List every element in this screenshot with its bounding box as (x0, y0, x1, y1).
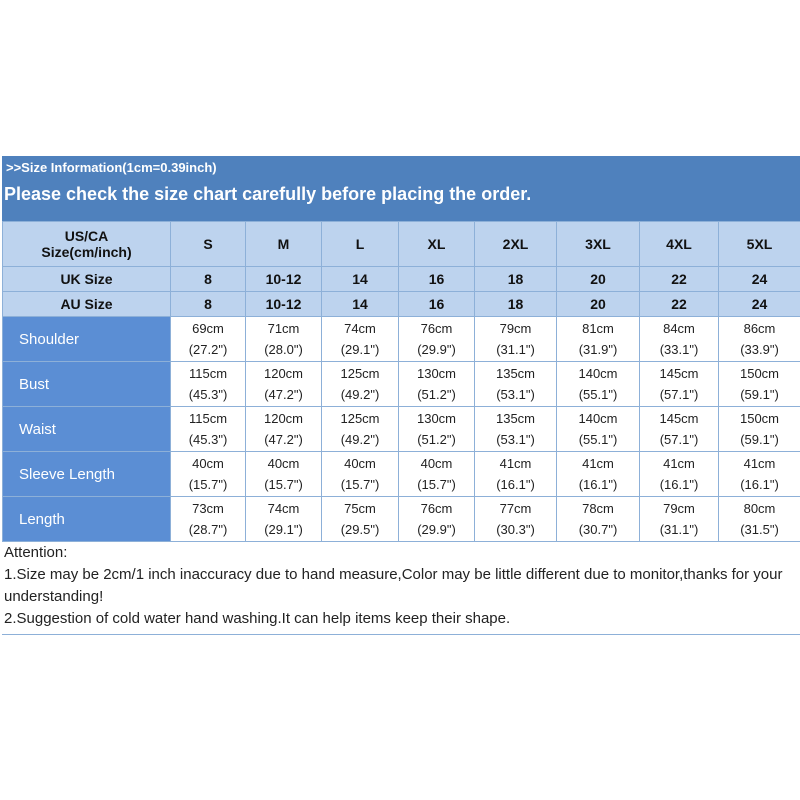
au-size-cell: 14 (322, 292, 399, 317)
inch-value: (49.2") (340, 432, 380, 447)
size-header-cell: 5XL (719, 222, 800, 267)
cm-value: 115cm (188, 411, 228, 426)
inch-value: (31.9") (578, 342, 618, 357)
measurement-row (3, 497, 800, 542)
measurement-cell (640, 497, 719, 542)
cm-value: 79cm (663, 501, 695, 516)
attention-title: Attention: (4, 544, 68, 561)
measurement-row (3, 452, 800, 497)
size-info-title: >>Size Information(1cm=0.39inch) (6, 160, 217, 175)
inch-value: (28.0") (264, 342, 303, 357)
uk-size-cell: 20 (557, 267, 640, 292)
inch-value: (33.1") (659, 342, 699, 357)
inch-value: (59.1") (740, 432, 779, 447)
us-size-row (3, 222, 800, 267)
inch-value: (30.3") (496, 522, 535, 537)
inch-value: (29.1") (264, 522, 303, 537)
size-header-cell: 4XL (640, 222, 719, 267)
au-size-cell: 22 (640, 292, 719, 317)
size-notice: Please check the size chart carefully before placing the order. (4, 184, 532, 204)
uk-size-cell: 16 (399, 267, 475, 292)
measurement-row (3, 362, 800, 407)
measurement-cell (475, 317, 557, 362)
inch-value: (29.9") (417, 342, 456, 357)
cm-value: 135cm (495, 411, 536, 426)
cm-value: 120cm (263, 411, 304, 426)
cm-value: 78cm (582, 501, 614, 516)
cm-value: 140cm (578, 366, 618, 381)
inch-value: (31.5") (740, 522, 779, 537)
attention-note-1: 1.Size may be 2cm/1 inch inaccuracy due to hand measure,Color may be little different due to monitor,thanks for your understanding! (4, 566, 783, 605)
uk-size-row (3, 267, 800, 292)
uk-size-cell: 14 (322, 267, 399, 292)
measurement-label: Length (3, 497, 171, 542)
inch-value: (49.2") (340, 387, 380, 402)
inch-value: (57.1") (659, 432, 699, 447)
inch-value: (16.1") (740, 477, 779, 492)
size-header-cell: 3XL (557, 222, 640, 267)
cm-value: 73cm (192, 501, 224, 516)
cm-value: 145cm (659, 411, 699, 426)
uk-size-cell: 10-12 (246, 267, 322, 292)
size-header-cell: S (171, 222, 246, 267)
cm-value: 150cm (739, 411, 780, 426)
measurement-cell (246, 362, 322, 407)
uk-size-label: UK Size (3, 267, 171, 292)
au-size-cell: 24 (719, 292, 800, 317)
measurement-cell (171, 407, 246, 452)
uk-size-cell: 24 (719, 267, 800, 292)
measurement-cell (246, 452, 322, 497)
inch-value: (28.7") (188, 522, 228, 537)
cm-value: 40cm (420, 456, 453, 471)
size-header-cell: M (246, 222, 322, 267)
cm-value: 69cm (192, 321, 224, 336)
measurement-cell (322, 407, 399, 452)
measurement-cell (399, 452, 475, 497)
cm-value: 79cm (499, 321, 532, 336)
cm-value: 41cm (582, 456, 614, 471)
inch-value: (15.7") (188, 477, 228, 492)
measurement-cell (557, 317, 640, 362)
inch-value: (47.2") (264, 432, 303, 447)
measurement-cell (322, 317, 399, 362)
measurement-cell (640, 362, 719, 407)
au-size-cell: 18 (475, 292, 557, 317)
measurement-cell (171, 452, 246, 497)
measurement-cell (640, 317, 719, 362)
size-chart (2, 156, 800, 635)
measurement-cell (719, 407, 800, 452)
inch-value: (29.1") (340, 342, 380, 357)
measurement-cell (399, 497, 475, 542)
measurement-cell (557, 407, 640, 452)
measurement-cell (399, 317, 475, 362)
cm-value: 80cm (743, 501, 776, 516)
cm-value: 86cm (743, 321, 776, 336)
cm-value: 75cm (344, 501, 376, 516)
inch-value: (31.1") (496, 342, 535, 357)
au-size-cell: 10-12 (246, 292, 322, 317)
measurement-cell (399, 407, 475, 452)
measurement-cell (475, 497, 557, 542)
cm-value: 41cm (663, 456, 695, 471)
inch-value: (16.1") (659, 477, 699, 492)
au-size-cell: 16 (399, 292, 475, 317)
cm-value: 84cm (663, 321, 695, 336)
measurement-cell (557, 452, 640, 497)
inch-value: (45.3") (188, 432, 228, 447)
cm-value: 40cm (192, 456, 224, 471)
cm-value: 125cm (340, 366, 380, 381)
size-header-cell: L (322, 222, 399, 267)
measurement-row (3, 317, 800, 362)
cm-value: 41cm (743, 456, 776, 471)
cm-value: 140cm (578, 411, 618, 426)
cm-value: 40cm (344, 456, 376, 471)
measurement-cell (246, 497, 322, 542)
cm-value: 135cm (495, 366, 536, 381)
size-info-banner (2, 156, 800, 221)
inch-value: (51.2") (417, 387, 456, 402)
au-size-label: AU Size (3, 292, 171, 317)
inch-value: (29.9") (417, 522, 456, 537)
cm-value: 41cm (499, 456, 532, 471)
inch-value: (15.7") (417, 477, 456, 492)
attention-notes (2, 542, 800, 635)
inch-value: (33.9") (740, 342, 779, 357)
inch-value: (51.2") (417, 432, 456, 447)
measurement-cell (719, 317, 800, 362)
cm-value: 81cm (582, 321, 614, 336)
inch-value: (55.1") (578, 387, 618, 402)
measurement-cell (246, 407, 322, 452)
measurement-cell (322, 497, 399, 542)
inch-value: (55.1") (578, 432, 618, 447)
uk-size-cell: 8 (171, 267, 246, 292)
measurement-cell (322, 362, 399, 407)
cm-value: 125cm (340, 411, 380, 426)
cm-value: 115cm (188, 366, 228, 381)
cm-value: 130cm (416, 366, 457, 381)
inch-value: (29.5") (340, 522, 380, 537)
cm-value: 76cm (420, 501, 453, 516)
cm-value: 120cm (263, 366, 304, 381)
measurement-cell (475, 407, 557, 452)
measurement-cell (640, 452, 719, 497)
size-table (2, 221, 800, 542)
measurement-cell (322, 452, 399, 497)
inch-value: (16.1") (496, 477, 535, 492)
size-header-cell: XL (399, 222, 475, 267)
au-size-cell: 8 (171, 292, 246, 317)
cm-value: 40cm (267, 456, 300, 471)
size-header-cell: 2XL (475, 222, 557, 267)
measurement-label: Bust (3, 362, 171, 407)
inch-value: (31.1") (659, 522, 699, 537)
measurement-cell (719, 497, 800, 542)
measurement-cell (246, 317, 322, 362)
inch-value: (57.1") (659, 387, 699, 402)
measurement-row (3, 407, 800, 452)
us-ca-label: US/CA (64, 228, 109, 244)
uk-size-cell: 18 (475, 267, 557, 292)
measurement-cell (399, 362, 475, 407)
inch-value: (27.2") (188, 342, 228, 357)
cm-value: 74cm (344, 321, 376, 336)
cm-value: 145cm (659, 366, 699, 381)
measurement-cell (557, 497, 640, 542)
measurement-cell (475, 362, 557, 407)
measurement-cell (640, 407, 719, 452)
inch-value: (16.1") (578, 477, 618, 492)
measurement-cell (475, 452, 557, 497)
inch-value: (15.7") (340, 477, 380, 492)
inch-value: (45.3") (188, 387, 228, 402)
cm-value: 71cm (267, 321, 300, 336)
cm-value: 130cm (416, 411, 457, 426)
measurement-cell (719, 452, 800, 497)
inch-value: (47.2") (264, 387, 303, 402)
measurement-cell (719, 362, 800, 407)
measurement-cell (171, 497, 246, 542)
inch-value: (53.1") (496, 387, 535, 402)
cm-value: 77cm (499, 501, 532, 516)
inch-value: (30.7") (578, 522, 618, 537)
measurement-label: Sleeve Length (3, 452, 171, 497)
measurement-cell (171, 362, 246, 407)
inch-value: (53.1") (496, 432, 535, 447)
measurement-label: Waist (3, 407, 171, 452)
cm-value: 150cm (739, 366, 780, 381)
cm-value: 76cm (420, 321, 453, 336)
size-unit-label: Size(cm/inch) (41, 244, 132, 260)
cm-value: 74cm (267, 501, 300, 516)
inch-value: (59.1") (740, 387, 779, 402)
measurement-cell (557, 362, 640, 407)
size-corner-cell (3, 222, 171, 267)
uk-size-cell: 22 (640, 267, 719, 292)
attention-note-2: 2.Suggestion of cold water hand washing.It can help items keep their shape. (4, 610, 511, 627)
au-size-row (3, 292, 800, 317)
inch-value: (15.7") (264, 477, 303, 492)
measurement-label: Shoulder (3, 317, 171, 362)
au-size-cell: 20 (557, 292, 640, 317)
measurement-cell (171, 317, 246, 362)
